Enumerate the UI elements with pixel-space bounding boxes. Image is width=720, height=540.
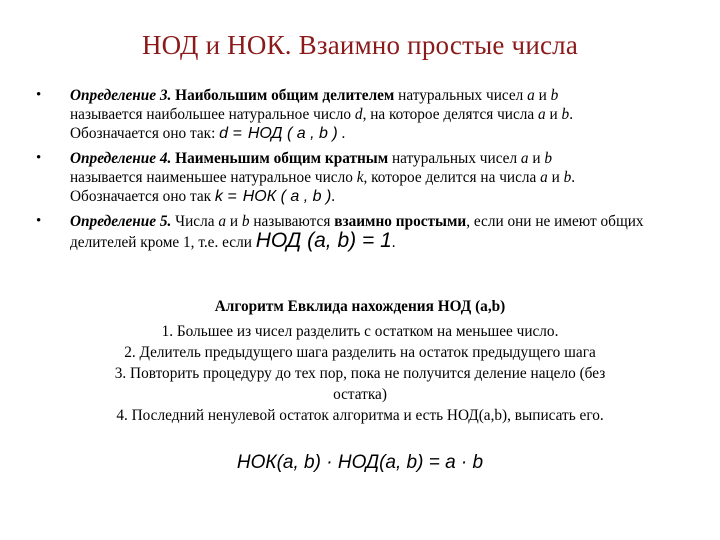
- definition-5: [36, 212, 696, 252]
- period: .: [391, 234, 396, 251]
- period: .: [331, 188, 336, 205]
- period: .: [337, 125, 346, 142]
- definition-4: [36, 149, 696, 206]
- var-b: b: [550, 87, 559, 104]
- bullet-icon: •: [36, 87, 42, 103]
- definition-5-label: Определение 5.: [70, 213, 172, 230]
- algorithm-step: 3. Повторить процедуру до тех пор, пока не получится деление нацело (без: [114, 365, 606, 382]
- period: .: [571, 169, 576, 186]
- definition-3-label: Определение 3.: [70, 87, 172, 104]
- nok-nod-identity-formula: [0, 452, 720, 474]
- formula-args: (a, b): [379, 452, 424, 473]
- formula-lhs: d =: [219, 125, 242, 142]
- var-a: a: [527, 87, 535, 104]
- conj: и: [534, 87, 551, 104]
- definition-4-text: натуральных чисел: [388, 150, 521, 167]
- formula-fn: НОД: [247, 125, 283, 142]
- var-d: d: [354, 106, 363, 123]
- var-b: b: [544, 150, 553, 167]
- conj: и: [528, 150, 545, 167]
- var-b: b: [561, 106, 570, 123]
- formula-dot: ·: [320, 452, 338, 473]
- var-b: b: [241, 213, 250, 230]
- definition-3-line2b: , на которое делятся числа: [362, 106, 539, 123]
- formula-nok: НОК: [236, 452, 277, 473]
- conj: и: [545, 106, 562, 123]
- definition-5-formula: НОД (a, b) = 1: [255, 229, 392, 252]
- var-a: a: [540, 169, 548, 186]
- definition-5-text: Числа: [171, 213, 219, 230]
- definition-4-notation: Обозначается оно так: [70, 188, 215, 205]
- definition-4-line2: называется наименьшее натуральное число: [70, 169, 357, 186]
- definition-4-label: Определение 4.: [70, 150, 172, 167]
- formula-args: ( a , b ): [280, 188, 332, 205]
- definition-3-text: натуральных чисел: [394, 87, 528, 104]
- formula-fn: НОК: [242, 188, 277, 205]
- slide-title: НОД и НОК. Взаимно простые числа: [141, 30, 579, 60]
- formula-lhs: k =: [214, 188, 237, 205]
- definition-3-term: Наибольшим общим делителем: [175, 87, 395, 104]
- definitions-list: [36, 86, 696, 252]
- var-k: k: [356, 169, 364, 186]
- definition-5-term: взаимно простыми: [334, 213, 467, 230]
- algorithm-step: 1. Большее из чисел разделить с остатком на меньшее число.: [161, 323, 559, 340]
- bullet-icon: •: [36, 213, 42, 229]
- conj: и: [226, 213, 242, 230]
- var-a: a: [218, 213, 226, 230]
- definition-3-line2: называется наибольшее натуральное число: [70, 106, 355, 123]
- formula-args: ( a , b ): [287, 125, 338, 142]
- formula-rhs: = a · b: [423, 452, 484, 473]
- definition-5-text3: , если они не имеют общих делителей кроме 1, т.е. если: [70, 213, 644, 251]
- bullet-icon: •: [36, 150, 42, 166]
- conj: и: [547, 169, 564, 186]
- algorithm-title: Алгоритм Евклида нахождения НОД (a,b): [214, 298, 506, 315]
- formula-nod: НОД: [337, 452, 380, 473]
- definition-3: [36, 86, 696, 143]
- definition-4-formula: [215, 188, 331, 205]
- definition-5-text2: называются: [249, 213, 335, 230]
- definition-4-line2b: , которое делится на числа: [363, 169, 541, 186]
- algorithm-step-continued: остатка): [333, 386, 387, 403]
- algorithm-step: 2. Делитель предыдущего шага разделить на остаток предыдущего шага: [124, 344, 596, 361]
- definition-3-formula: [219, 125, 338, 142]
- period: .: [569, 106, 574, 123]
- var-a: a: [520, 150, 529, 167]
- euclid-algorithm: [0, 296, 720, 426]
- var-a: a: [538, 106, 546, 123]
- definition-3-notation: Обозначается оно так:: [70, 125, 220, 142]
- algorithm-step: 4. Последний ненулевой остаток алгоритма и есть НОД(a,b), выписать его.: [116, 407, 604, 424]
- formula-args: (a, b): [276, 452, 321, 473]
- var-b: b: [563, 169, 572, 186]
- definition-4-term: Наименьшим общим кратным: [175, 150, 389, 167]
